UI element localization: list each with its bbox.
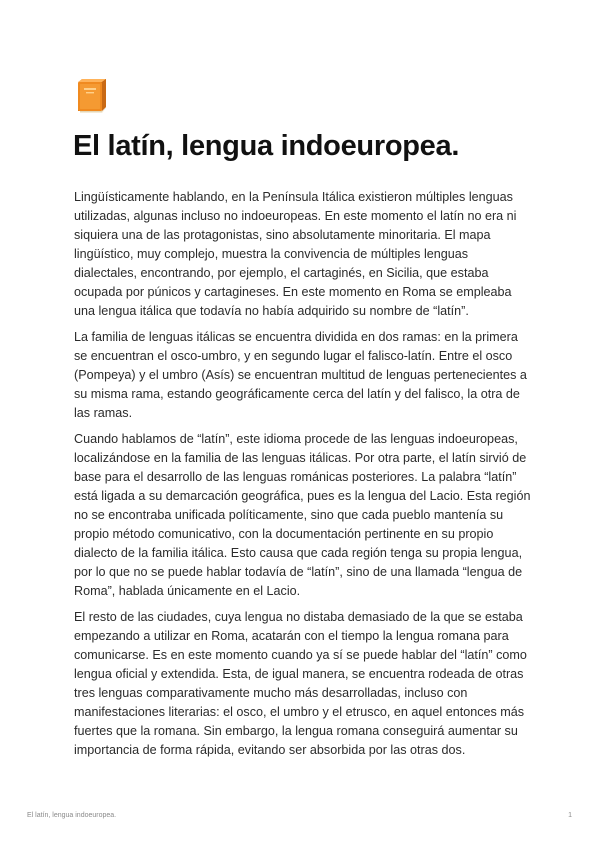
body-paragraph: Lingüísticamente hablando, en la Península Itálica existieron múltiples lenguas utilizadas, algunas incluso no indoeuropeas. En este momento el latín no era ni siquiera una de las protagonistas, sino absolutamente minoritaria. El mapa lingüístico, muy complejo, muestra la convivencia de múltiples lenguas dialectales, encontrando, por ejemplo, el cartaginés, en Sicilia, que estaba ocupada por púnicos y cartagineses. En este momento en Roma se empleaba una lengua itálica que todavía no había adquirido su nombre de “latín”. bbox=[74, 190, 517, 318]
orange-book-icon bbox=[74, 77, 110, 115]
page-title: El latín, lengua indoeuropea. bbox=[73, 130, 460, 162]
footer-title: El latín, lengua indoeuropea. bbox=[27, 812, 117, 819]
footer-page-number: 1 bbox=[568, 812, 572, 819]
body-paragraph: La familia de lenguas itálicas se encuentra dividida en dos ramas: en la primera se encuentran el osco-umbro, y en segundo lugar el falisco-latín. Entre el osco (Pompeya) y el umbro (Asís) se encuentran multitud de lenguas pertenecientes a su misma rama, estando geográficamente cerca del latín y del falisco, la otra de las ramas. bbox=[74, 330, 527, 420]
document-body bbox=[74, 188, 534, 767]
body-paragraph: El resto de las ciudades, cuya lengua no distaba demasiado de la que se estaba empezando a utilizar en Roma, acatarán con el tiempo la lengua romana para comunicarse. Es en este momento cuando ya sí se puede hablar del “latín” como lengua oficial y extendida. Esta, de igual manera, se encuentra rodeada de otras tres lenguas comparativamente mucho más desarrolladas, incluso con manifestaciones literarias: el osco, el umbro y el etrusco, en aquel entonces más fuertes que la romana. Sin embargo, la lengua romana conseguirá aumentar su importancia de forma rápida, evitando ser absorbida por las otras dos. bbox=[74, 610, 527, 757]
body-paragraph: Cuando hablamos de “latín”, este idioma procede de las lenguas indoeuropeas, localizándose en la familia de las lenguas itálicas. Por otra parte, el latín sirvió de base para el desarrollo de las lenguas románicas posteriores. La palabra “latín” está ligada a su demarcación geográfica, pues es la lengua del Lacio. Esta región no se encontraba unificada políticamente, sino que cada pueblo mantenía su propio método comunicativo, con la documentación pertinente en su propio dialecto de la familia itálica. Esto causa que cada región tenga su propia lengua, por lo que no se puede hablar todavía de “latín”, sino de una llamada “lengua de Roma”, hablada únicamente en el Lacio. bbox=[74, 432, 531, 598]
